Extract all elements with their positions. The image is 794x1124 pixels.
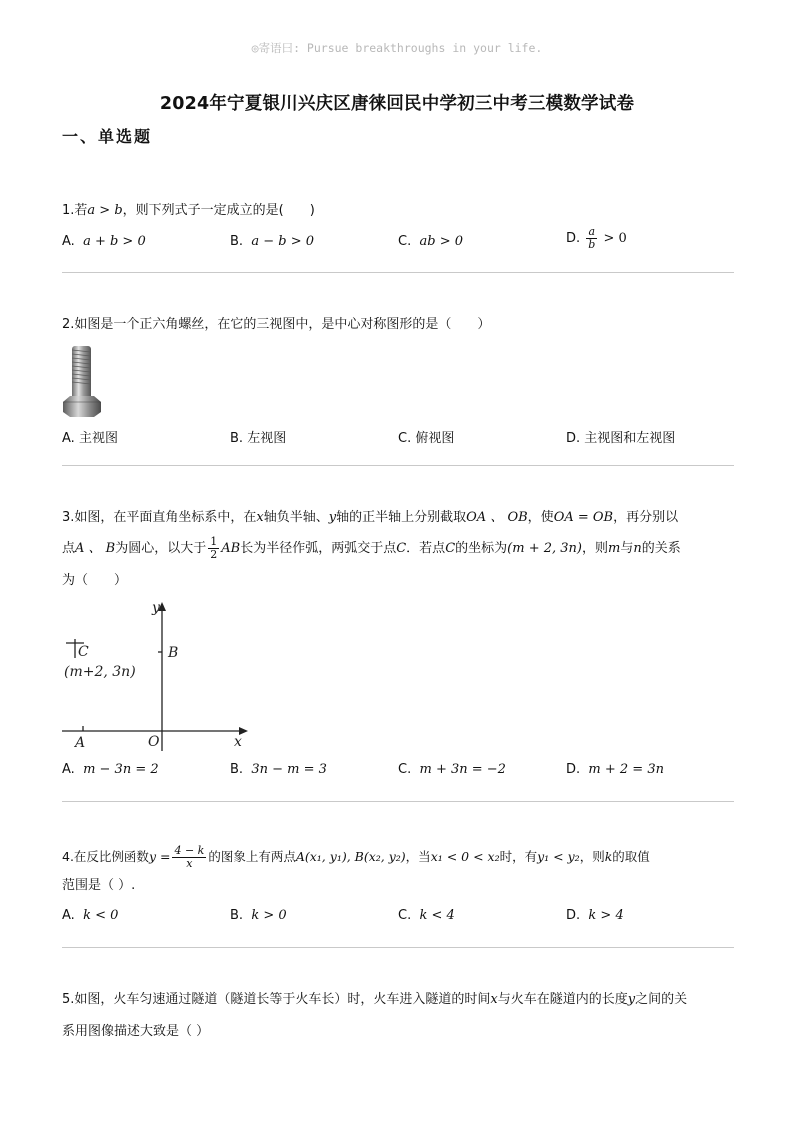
q2-option-b[interactable]: B. 左视图 xyxy=(230,431,287,446)
divider xyxy=(62,947,734,948)
question-3-stem-line1: 3.如图，在平面直角坐标系中，在x轴负半轴、y轴的正半轴上分别截取OA 、 OB，使OA = OB，再分别以 xyxy=(62,510,679,525)
motto: ◎寄语曰: Pursue breakthroughs in your life. xyxy=(251,41,543,55)
q4-option-a[interactable]: A. k < 0 xyxy=(62,908,119,923)
q3-option-a[interactable]: A. m − 3n = 2 xyxy=(62,762,159,777)
hex-bolt-image xyxy=(60,340,104,420)
divider xyxy=(62,801,734,802)
y-axis-label: y xyxy=(152,600,160,616)
q2-option-a[interactable]: A. 主视图 xyxy=(62,431,118,446)
q3-option-b[interactable]: B. 3n − m = 3 xyxy=(230,762,327,777)
divider xyxy=(62,272,734,273)
q3-option-c[interactable]: C. m + 3n = −2 xyxy=(398,762,506,777)
coordinate-figure xyxy=(58,596,258,756)
q4-option-b[interactable]: B. k > 0 xyxy=(230,908,287,923)
question-1-stem: 1.若a > b，则下列式子一定成立的是( ) xyxy=(62,203,315,218)
question-2-stem: 2.如图是一个正六角螺丝，在它的三视图中，是中心对称图形的是（ ） xyxy=(62,317,491,332)
question-3-stem-line2: 点A 、 B为圆心，以大于 $\frac{1}{2}$ AB长为半径作弧，两弧交于点C．若点C的坐标为(m + 2, 3n)，则m与n的关系 xyxy=(62,535,681,561)
question-3-stem-line3: 为（ ） xyxy=(62,573,128,588)
q1-option-c[interactable]: C. ab > 0 xyxy=(398,234,463,249)
point-b-label: B xyxy=(168,645,179,661)
point-a-label: A xyxy=(75,735,86,751)
point-c-label: C xyxy=(78,644,89,660)
q1-option-d[interactable]: D. $\frac{a}{b}$ > 0 xyxy=(566,225,627,251)
page-title: 2024年宁夏银川兴庆区唐徕回民中学初三中考三模数学试卷 xyxy=(159,94,635,114)
divider xyxy=(62,465,734,466)
q2-option-c[interactable]: C. 俯视图 xyxy=(398,431,455,446)
x-axis-label: x xyxy=(234,734,242,750)
question-4-stem-line1: 4.在反比例函数y = $\frac{4 - k}{x}$ 的图象上有两点A(x₁, y₁), B(x₂, y₂)，当x₁ < 0 < x₂时，有y₁ < y₂，则k的取值 xyxy=(62,844,650,870)
q1-option-b[interactable]: B. a − b > 0 xyxy=(230,234,314,249)
q1-option-a[interactable]: A. a + b > 0 xyxy=(62,234,146,249)
q4-option-d[interactable]: D. k > 4 xyxy=(566,908,624,923)
section-heading: 一、单选题 xyxy=(62,127,153,146)
question-5-stem-line1: 5.如图，火车匀速通过隧道（隧道长等于火车长）时，火车进入隧道的时间x与火车在隧道内的长度y之间的关 xyxy=(62,992,688,1007)
q2-option-d[interactable]: D. 主视图和左视图 xyxy=(566,431,676,446)
point-c-coordinates: (m+2, 3n) xyxy=(64,664,136,680)
q4-option-c[interactable]: C. k < 4 xyxy=(398,908,455,923)
question-4-stem-line2: 范围是（ ）. xyxy=(62,878,136,893)
question-5-stem-line2: 系用图像描述大致是（ ） xyxy=(62,1024,210,1039)
origin-label: O xyxy=(148,734,160,750)
q3-option-d[interactable]: D. m + 2 = 3n xyxy=(566,762,664,777)
